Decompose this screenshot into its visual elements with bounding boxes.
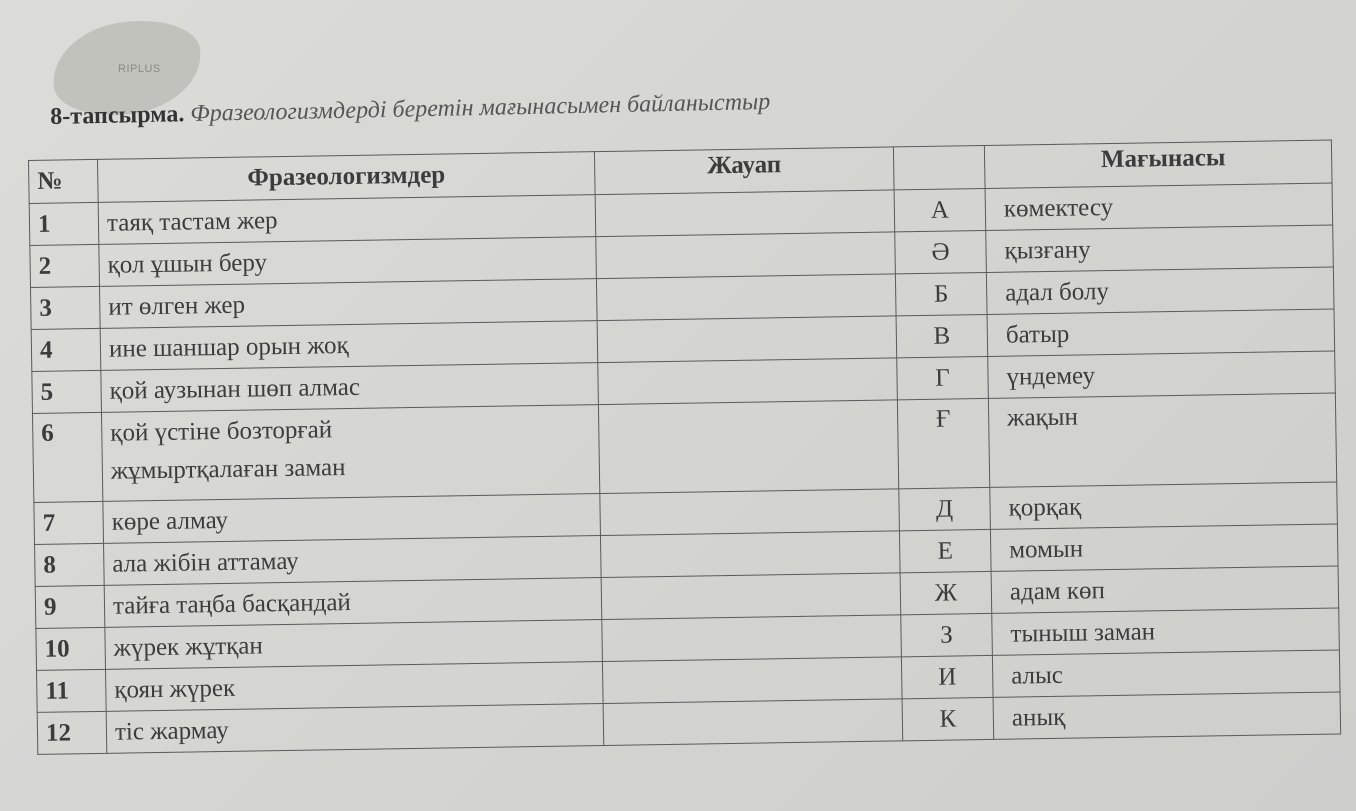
header-meaning: Мағынасы	[984, 140, 1332, 188]
phrase-cell	[106, 704, 604, 754]
meaning-text: қызғану	[986, 225, 1334, 272]
row-number: 9	[35, 585, 105, 628]
meaning-letter: Е	[899, 529, 991, 572]
phrase-text-continued: жұмыртқалаған заман	[110, 454, 346, 485]
table-body	[29, 183, 1340, 754]
answer-cell[interactable]	[598, 358, 898, 405]
phrase-text: қой аузынан шөп алмас	[109, 373, 361, 405]
matching-table	[28, 140, 1341, 755]
task-instruction: Фразеологизмдерді беретін мағынасымен байланыстыр	[190, 88, 771, 128]
row-number: 5	[32, 370, 102, 413]
answer-cell[interactable]	[596, 274, 896, 321]
answer-cell[interactable]	[602, 657, 902, 704]
meaning-letter: К	[902, 697, 994, 740]
row-number: 8	[35, 543, 105, 586]
meaning-letter: В	[896, 314, 988, 357]
matching-table-wrapper	[28, 140, 1341, 755]
phrase-text: ит өлген жер	[108, 291, 246, 321]
phrase-text: тіс жармау	[114, 716, 229, 746]
phrase-text: таяқ тастам жер	[106, 206, 278, 237]
meaning-letter: И	[901, 655, 993, 698]
phrase-cell	[101, 405, 599, 502]
logo-text: RIPLUS	[118, 63, 161, 75]
row-number: 10	[36, 627, 106, 670]
meaning-text: үндемеу	[988, 351, 1336, 398]
phrase-text: ала жібін аттамау	[112, 547, 299, 578]
meaning-letter: З	[901, 613, 993, 656]
meaning-text: көмектесу	[985, 183, 1333, 230]
answer-cell[interactable]	[601, 573, 901, 620]
header-phrase: Фразеологизмдер	[97, 152, 595, 203]
phrase-text: тайға таңба басқандай	[112, 588, 352, 620]
row-number: 4	[31, 328, 101, 371]
row-number: 12	[37, 711, 107, 754]
row-number: 3	[31, 286, 101, 329]
answer-cell[interactable]	[596, 232, 896, 279]
answer-cell[interactable]	[595, 190, 895, 237]
header-letter	[893, 145, 985, 189]
meaning-text: анық	[993, 692, 1341, 739]
task-label: 8-тапсырма.	[50, 101, 185, 130]
meaning-letter: Ә	[895, 230, 987, 273]
meaning-letter: Г	[897, 356, 989, 399]
phrase-text: қой үстіне бозторғай	[110, 416, 333, 447]
header-num: №	[29, 159, 99, 203]
meaning-text: адам көп	[991, 566, 1339, 613]
phrase-text: көре алмау	[111, 506, 229, 536]
answer-cell[interactable]	[600, 531, 900, 578]
phrase-text: жүрек жұтқан	[113, 631, 263, 662]
meaning-letter: А	[894, 188, 986, 231]
meaning-text: тыныш заман	[992, 608, 1340, 655]
meaning-text: жақын	[988, 393, 1336, 487]
header-answer: Жауап	[594, 147, 894, 195]
meaning-text: адал болу	[986, 267, 1334, 314]
row-number: 2	[30, 244, 100, 287]
meaning-letter: Ғ	[897, 398, 989, 488]
meaning-text: момын	[990, 524, 1338, 571]
meaning-text: алыс	[992, 650, 1340, 697]
answer-cell[interactable]	[600, 489, 900, 536]
meaning-letter: Ж	[900, 571, 992, 614]
answer-cell[interactable]	[597, 316, 897, 363]
row-number: 11	[37, 669, 107, 712]
meaning-letter: Б	[895, 272, 987, 315]
row-number: 7	[34, 501, 104, 544]
phrase-text: қоян жүрек	[114, 674, 236, 704]
row-number: 6	[32, 412, 102, 502]
phrase-text: ине шаншар орын жоқ	[108, 331, 349, 363]
answer-cell[interactable]	[602, 615, 902, 662]
meaning-letter: Д	[899, 487, 991, 530]
row-number: 1	[29, 202, 99, 245]
phrase-text: қол ұшын беру	[107, 248, 268, 279]
meaning-text: қорқақ	[990, 482, 1338, 529]
answer-cell[interactable]	[603, 699, 903, 746]
meaning-text: батыр	[987, 309, 1335, 356]
answer-cell[interactable]	[598, 400, 898, 494]
